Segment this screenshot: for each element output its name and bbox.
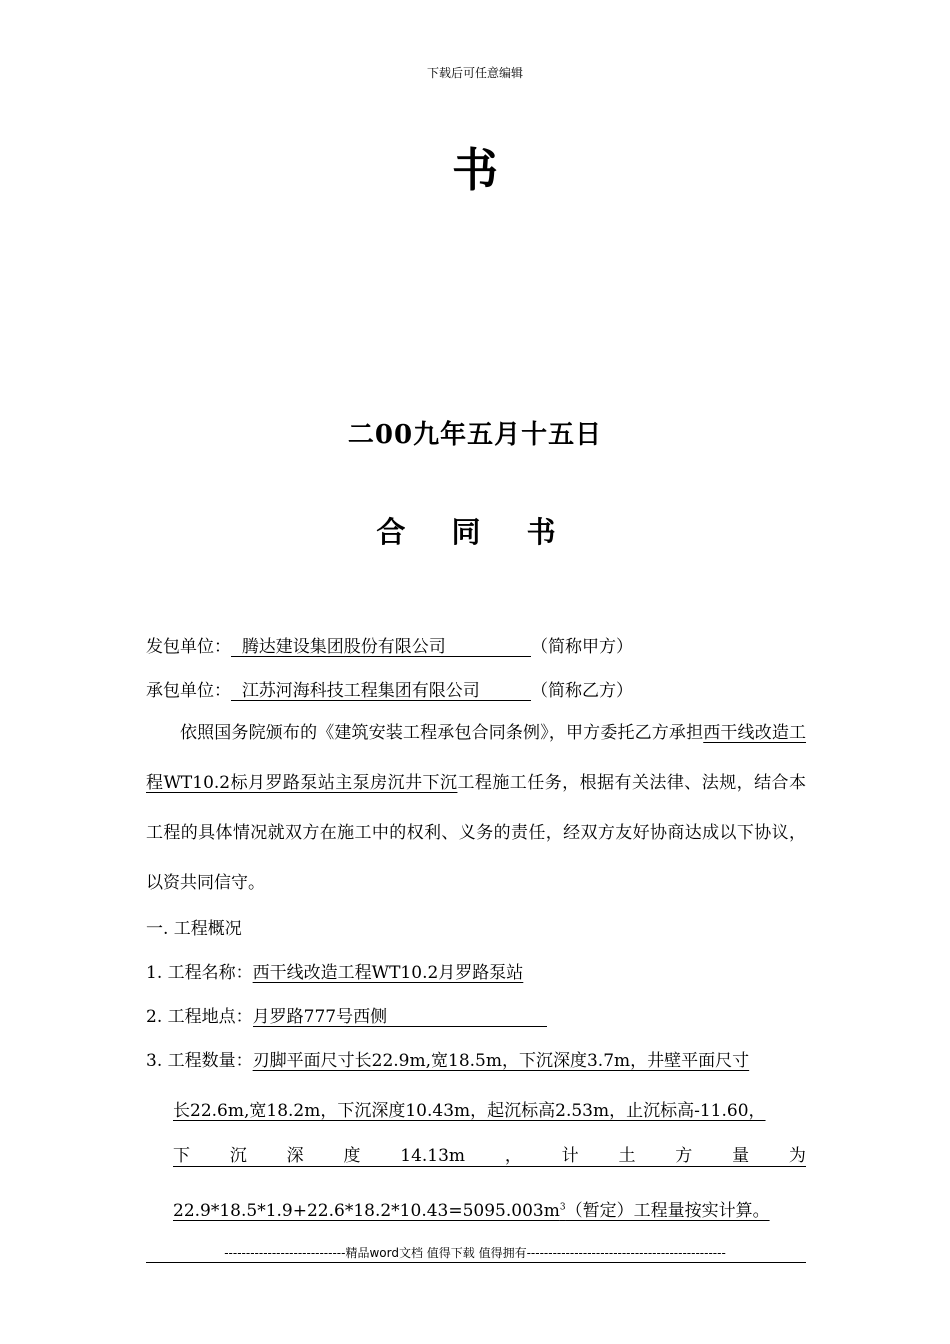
section-heading-overview: 一. 工程概况 (146, 919, 242, 939)
cover-title-char: 书 (452, 143, 498, 197)
item-quantity-line3 (173, 1146, 806, 1167)
item3-line3-word: 沉 (229, 1146, 247, 1166)
contractor-suffix: （简称乙方） (531, 681, 633, 701)
item3-line3-word: 计 (561, 1146, 579, 1166)
item2-value: 月罗路777号西侧 (253, 1008, 547, 1027)
item-project-name (146, 958, 523, 983)
item1-label: 1. 工程名称： (146, 963, 253, 983)
employer-suffix: （简称甲方） (531, 637, 633, 657)
item3-line3-word: ， (504, 1146, 522, 1166)
item3-formula: 22.9*18.5*1.9+22.6*18.2*10.43=5095.003m (173, 1201, 560, 1221)
intro-part2: 工程施工任务，根据有关法律、法规，结合本工程的具体情况就双方在施工中的权利、义务的责任，经双方友好协商达成以下协议，以资共同信守。 (146, 773, 807, 893)
header-note: 下载后可任意编辑 (426, 66, 523, 80)
item3-line3-word: 14.13m (400, 1146, 466, 1166)
item-project-location (146, 1002, 547, 1027)
item-quantity-line2: 长22.6m,宽18.2m，下沉深度10.43m，起沉标高2.53m，止沉标高-11.60， (173, 1101, 766, 1121)
item3-line3-word: 为 (788, 1146, 806, 1166)
item3-line3-word: 土 (618, 1146, 636, 1166)
footer-rule (146, 1262, 806, 1263)
item3-line3-word: 深 (286, 1146, 304, 1166)
item3-formula-exponent: 3 (559, 1202, 566, 1213)
contractor-line (146, 676, 633, 701)
document-title: 合 同 书 (376, 515, 574, 549)
employer-name: 腾达建设集团股份有限公司 (231, 638, 531, 657)
intro-part1: 依照国务院颁布的《建筑安装工程承包合同条例》，甲方委托乙方承担 (180, 723, 704, 743)
item2-label: 2. 工程地点： (146, 1007, 253, 1027)
item-quantity-line1 (146, 1046, 749, 1071)
item3-line3-word: 下 (173, 1146, 190, 1166)
employer-label: 发包单位： (146, 637, 231, 657)
employer-line (146, 632, 633, 657)
item3-label: 3. 工程数量： (146, 1051, 253, 1071)
item3-line3-word: 度 (343, 1146, 361, 1166)
item-quantity-line4 (173, 1196, 770, 1221)
contractor-name: 江苏河海科技工程集团有限公司 (231, 682, 531, 701)
intro-project: 西干线改造工程WT10.2标月罗路泵站主泵房沉井下沉 (146, 723, 807, 793)
item3-line3-word: 方 (675, 1146, 693, 1166)
contract-date: 二00九年五月十五日 (347, 420, 603, 450)
intro-paragraph (146, 708, 806, 908)
item1-value: 西干线改造工程WT10.2月罗路泵站 (252, 963, 524, 983)
item3-line3-word: 量 (732, 1146, 750, 1166)
footer-note: ----------------------------精品word文档 值得下载 值得拥有---------------------------------------------- (224, 1246, 726, 1260)
item3-line4-rest: （暂定）工程量按实计算。 (565, 1201, 770, 1221)
contractor-label: 承包单位： (146, 681, 231, 701)
item3-line1: 刃脚平面尺寸长22.9m,宽18.5m，下沉深度3.7m，井壁平面尺寸 (252, 1051, 750, 1071)
